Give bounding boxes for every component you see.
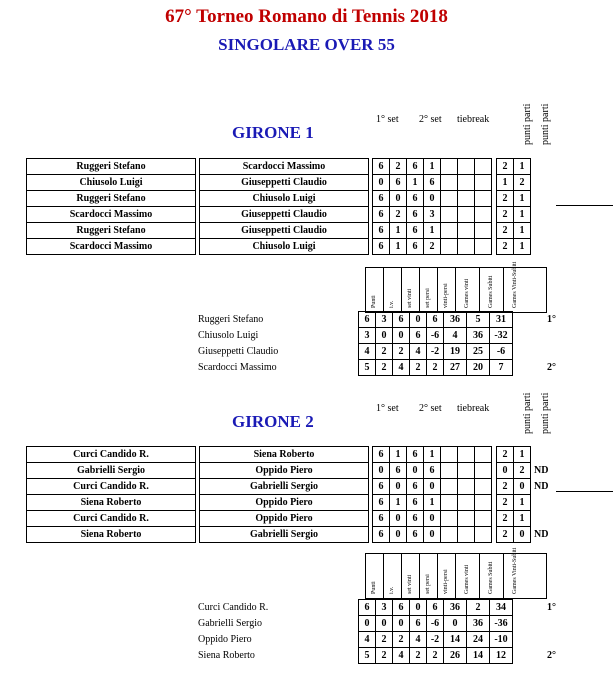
note-cell (531, 239, 535, 255)
score-cell: 2 (424, 239, 441, 255)
score-cell (475, 175, 492, 191)
score-cell: 3 (424, 207, 441, 223)
points-cell: 2 (497, 511, 514, 527)
player1-name: Scardocci Massimo (27, 207, 196, 223)
ranking-header-label: Games Vinti-Subiti (512, 547, 518, 594)
ranking-player-name: Giuseppetti Claudio (198, 346, 279, 357)
ranking-value: 12 (490, 648, 513, 664)
score-cell: 6 (373, 511, 390, 527)
ranking-value: 36 (467, 616, 490, 632)
score-cell: 6 (373, 527, 390, 543)
score-cell (441, 159, 458, 175)
player1-name: Ruggeri Stefano (27, 223, 196, 239)
ranking-value: -6 (490, 344, 513, 360)
player1-name: Scardocci Massimo (27, 239, 196, 255)
ranking-value: 34 (490, 600, 513, 616)
score-cell (441, 511, 458, 527)
score-cell: 6 (390, 463, 407, 479)
score-cell: 2 (390, 207, 407, 223)
ranking-header-divider (479, 554, 480, 598)
score-cell: 0 (373, 463, 390, 479)
ranking-value: 2 (376, 648, 393, 664)
score-cell (475, 239, 492, 255)
ranking-value: 0 (393, 616, 410, 632)
score-cell: 1 (390, 447, 407, 463)
ranking-value: 4 (359, 344, 376, 360)
header2-punti1: punti parti (522, 392, 533, 434)
score-cell: 0 (407, 463, 424, 479)
ranking-value: 0 (410, 312, 427, 328)
score-cell (441, 447, 458, 463)
points-cell: 2 (497, 191, 514, 207)
ranking-row (196, 648, 556, 664)
ranking-value: 0 (376, 328, 393, 344)
score-cell: 6 (407, 191, 424, 207)
score-cell (458, 239, 475, 255)
points-cell: 1 (514, 207, 531, 223)
score-cell: 6 (390, 175, 407, 191)
score-cell: 6 (373, 495, 390, 511)
ranking-value: 20 (467, 360, 490, 376)
ranking-player-name: Siena Roberto (198, 650, 255, 661)
note-cell (531, 191, 535, 207)
points-cell: 2 (497, 207, 514, 223)
player2-name: Oppido Piero (200, 511, 369, 527)
score-cell: 6 (407, 479, 424, 495)
ranking-value: -6 (427, 328, 444, 344)
score-cell: 6 (407, 159, 424, 175)
score-cell (458, 191, 475, 207)
ranking-header-divider (419, 268, 420, 312)
header-punti2: punti parti (540, 103, 551, 145)
ranking-value: 6 (393, 600, 410, 616)
ranking-value: 3 (359, 328, 376, 344)
girone1-ranking-table (196, 311, 556, 376)
score-cell: 1 (407, 175, 424, 191)
score-cell (458, 479, 475, 495)
ranking-value: 2 (410, 648, 427, 664)
ranking-header-label: set persi (425, 288, 431, 308)
ranking-value: 14 (467, 648, 490, 664)
player1-name: Ruggeri Stefano (27, 159, 196, 175)
score-cell (458, 511, 475, 527)
ranking-position: 1° (547, 314, 556, 325)
points-cell: 2 (497, 223, 514, 239)
score-cell: 6 (407, 223, 424, 239)
ranking-value: 4 (444, 328, 467, 344)
points-cell: 1 (514, 511, 531, 527)
player2-name: Giuseppetti Claudio (200, 223, 369, 239)
points-cell: 2 (514, 175, 531, 191)
score-cell (441, 463, 458, 479)
score-cell: 1 (424, 223, 441, 239)
match-row (27, 527, 549, 543)
ranking-value: -2 (427, 344, 444, 360)
player1-name: Ruggeri Stefano (27, 191, 196, 207)
ranking-header-divider (503, 268, 504, 312)
ranking-header-divider (401, 268, 402, 312)
ranking-value: 6 (359, 600, 376, 616)
ranking-header-label: Games Subiti (488, 561, 494, 594)
header-punti1: punti parti (522, 103, 533, 145)
points-cell: 2 (497, 239, 514, 255)
ranking-header-label: i.v. (389, 300, 395, 308)
ranking-value: 7 (490, 360, 513, 376)
points-cell: 2 (497, 479, 514, 495)
ranking-player-name: Scardocci Massimo (198, 362, 277, 373)
girone2-ranking-header (365, 547, 547, 599)
ranking-header-label: vinti-persi (443, 283, 449, 308)
score-cell (475, 159, 492, 175)
score-cell (475, 447, 492, 463)
ranking-value: 6 (410, 328, 427, 344)
note-cell: ND (534, 481, 549, 492)
ranking-position (513, 616, 557, 632)
score-cell (441, 495, 458, 511)
ranking-header-divider (503, 554, 504, 598)
ranking-value: 36 (444, 312, 467, 328)
header2-tiebreak: tiebreak (457, 403, 490, 414)
score-cell: 0 (424, 511, 441, 527)
player2-name: Giuseppetti Claudio (200, 207, 369, 223)
ranking-row (196, 360, 556, 376)
ranking-value: 36 (444, 600, 467, 616)
ranking-value: 36 (467, 328, 490, 344)
note-cell: ND (534, 529, 549, 540)
girone1-label: GIRONE 1 (232, 123, 314, 142)
score-cell: 0 (390, 527, 407, 543)
girone2-ranking-table (196, 599, 556, 664)
score-cell: 6 (373, 479, 390, 495)
score-cell: 6 (373, 207, 390, 223)
score-cell: 6 (373, 223, 390, 239)
score-cell: 6 (407, 239, 424, 255)
note-cell (531, 223, 535, 239)
ranking-header-divider (455, 554, 456, 598)
points-cell: 2 (514, 463, 531, 479)
player1-name: Curci Candido R. (27, 511, 196, 527)
score-cell: 0 (424, 479, 441, 495)
score-cell (441, 191, 458, 207)
divider-line (556, 491, 613, 492)
player1-name: Siena Roberto (27, 527, 196, 543)
ranking-value: 3 (376, 600, 393, 616)
match-row (27, 191, 535, 207)
ranking-value: 2 (376, 632, 393, 648)
score-cell (441, 223, 458, 239)
ranking-value: 4 (393, 360, 410, 376)
ranking-position (513, 632, 557, 648)
ranking-header-divider (401, 554, 402, 598)
score-cell (475, 479, 492, 495)
note-cell (531, 207, 535, 223)
ranking-value: -6 (427, 616, 444, 632)
ranking-header-divider (437, 554, 438, 598)
ranking-value: 2 (393, 344, 410, 360)
score-cell: 0 (424, 527, 441, 543)
ranking-row (196, 328, 556, 344)
match-row (27, 495, 549, 511)
match-row (27, 175, 535, 191)
points-cell: 2 (497, 495, 514, 511)
score-cell (458, 527, 475, 543)
score-cell: 6 (373, 239, 390, 255)
player2-name: Oppido Piero (200, 463, 369, 479)
points-cell: 2 (497, 159, 514, 175)
note-cell (531, 159, 535, 175)
score-cell: 6 (373, 159, 390, 175)
ranking-value: 25 (467, 344, 490, 360)
score-cell (475, 495, 492, 511)
ranking-player-name: Oppido Piero (198, 634, 252, 645)
score-cell: 1 (424, 159, 441, 175)
ranking-value: 14 (444, 632, 467, 648)
ranking-value: 6 (359, 312, 376, 328)
score-cell (458, 447, 475, 463)
header2-set1: 1° set (376, 403, 399, 414)
ranking-value: 4 (410, 632, 427, 648)
ranking-value: 5 (467, 312, 490, 328)
ranking-value: -2 (427, 632, 444, 648)
ranking-value: 26 (444, 648, 467, 664)
score-cell: 6 (407, 511, 424, 527)
score-cell (458, 159, 475, 175)
ranking-value: 5 (359, 648, 376, 664)
ranking-value: 6 (427, 600, 444, 616)
points-cell: 2 (497, 527, 514, 543)
score-cell (475, 223, 492, 239)
player2-name: Giuseppetti Claudio (200, 175, 369, 191)
points-cell: 1 (514, 159, 531, 175)
girone1-ranking-header (365, 261, 547, 313)
player2-name: Siena Roberto (200, 447, 369, 463)
score-cell (441, 175, 458, 191)
ranking-header-label: set persi (425, 574, 431, 594)
points-cell: 1 (514, 495, 531, 511)
score-cell: 6 (373, 447, 390, 463)
score-cell: 0 (373, 175, 390, 191)
score-cell (441, 527, 458, 543)
match-row (27, 511, 549, 527)
score-cell (475, 511, 492, 527)
score-cell: 1 (424, 495, 441, 511)
note-cell (531, 511, 549, 527)
ranking-player-name: Gabrielli Sergio (198, 618, 262, 629)
score-cell (458, 463, 475, 479)
ranking-header-divider (419, 554, 420, 598)
points-cell: 1 (497, 175, 514, 191)
ranking-value: 6 (393, 312, 410, 328)
score-cell (458, 207, 475, 223)
score-cell: 6 (424, 175, 441, 191)
points-cell: 2 (497, 447, 514, 463)
girone1-matches-table (26, 158, 535, 255)
note-cell (531, 175, 535, 191)
points-cell: 1 (514, 447, 531, 463)
ranking-value: 5 (359, 360, 376, 376)
ranking-value: 2 (427, 360, 444, 376)
ranking-header-divider (437, 268, 438, 312)
score-cell: 1 (390, 495, 407, 511)
score-cell: 6 (407, 495, 424, 511)
ranking-value: 2 (393, 632, 410, 648)
ranking-value: -10 (490, 632, 513, 648)
player2-name: Chiusolo Luigi (200, 239, 369, 255)
score-cell (441, 207, 458, 223)
ranking-header-label: vinti-persi (443, 569, 449, 594)
match-row (27, 479, 549, 495)
ranking-header-divider (383, 554, 384, 598)
ranking-header-label: set vinti (407, 574, 413, 594)
score-cell: 1 (390, 223, 407, 239)
score-cell: 0 (390, 191, 407, 207)
header2-set2: 2° set (419, 403, 442, 414)
ranking-value: 2 (467, 600, 490, 616)
ranking-row (196, 632, 556, 648)
score-cell: 1 (424, 447, 441, 463)
score-cell: 6 (407, 447, 424, 463)
ranking-value: 2 (410, 360, 427, 376)
ranking-value: 2 (376, 344, 393, 360)
ranking-value: 4 (393, 648, 410, 664)
player2-name: Scardocci Massimo (200, 159, 369, 175)
ranking-header-label: Punti (371, 581, 377, 594)
player1-name: Gabrielli Sergio (27, 463, 196, 479)
ranking-position: 2° (547, 650, 556, 661)
score-cell: 0 (390, 511, 407, 527)
player2-name: Chiusolo Luigi (200, 191, 369, 207)
ranking-player-name: Curci Candido R. (198, 602, 269, 613)
points-cell: 0 (514, 527, 531, 543)
ranking-value: 6 (410, 616, 427, 632)
points-cell: 1 (514, 223, 531, 239)
ranking-value: 19 (444, 344, 467, 360)
ranking-value: 24 (467, 632, 490, 648)
ranking-header-label: i.v. (389, 586, 395, 594)
ranking-value: 0 (410, 600, 427, 616)
ranking-header-divider (479, 268, 480, 312)
player2-name: Gabrielli Sergio (200, 479, 369, 495)
score-cell: 0 (390, 479, 407, 495)
ranking-value: 0 (393, 328, 410, 344)
ranking-value: 31 (490, 312, 513, 328)
ranking-position (513, 328, 557, 344)
ranking-header-label: Games vinti (464, 564, 470, 594)
score-cell (475, 191, 492, 207)
player2-name: Oppido Piero (200, 495, 369, 511)
ranking-value: -36 (490, 616, 513, 632)
score-cell (475, 527, 492, 543)
points-cell: 0 (497, 463, 514, 479)
ranking-header-label: Games Vinti-Subiti (512, 261, 518, 308)
ranking-player-name: Ruggeri Stefano (198, 314, 264, 325)
ranking-value: 0 (376, 616, 393, 632)
match-row (27, 447, 549, 463)
ranking-row (196, 312, 556, 328)
score-cell: 1 (390, 239, 407, 255)
match-row (27, 239, 535, 255)
ranking-header-divider (455, 268, 456, 312)
page-subtitle: SINGOLARE OVER 55 (218, 35, 395, 54)
score-cell: 6 (407, 207, 424, 223)
header-tiebreak: tiebreak (457, 114, 490, 125)
header-set2: 2° set (419, 114, 442, 125)
ranking-position: 2° (547, 362, 556, 373)
score-cell (475, 463, 492, 479)
score-cell (441, 239, 458, 255)
ranking-value: -32 (490, 328, 513, 344)
ranking-value: 4 (359, 632, 376, 648)
match-row (27, 463, 549, 479)
score-cell: 6 (424, 463, 441, 479)
match-row (27, 223, 535, 239)
player1-name: Siena Roberto (27, 495, 196, 511)
ranking-value: 27 (444, 360, 467, 376)
ranking-position: 1° (547, 602, 556, 613)
player2-name: Gabrielli Sergio (200, 527, 369, 543)
ranking-header-label: Games vinti (464, 278, 470, 308)
score-cell (475, 207, 492, 223)
header2-punti2: punti parti (540, 392, 551, 434)
match-row (27, 159, 535, 175)
ranking-value: 0 (359, 616, 376, 632)
girone2-label: GIRONE 2 (232, 412, 314, 431)
ranking-value: 2 (427, 648, 444, 664)
ranking-value: 6 (427, 312, 444, 328)
match-row (27, 207, 535, 223)
ranking-value: 0 (444, 616, 467, 632)
ranking-header-label: Games Subiti (488, 275, 494, 308)
score-cell: 6 (373, 191, 390, 207)
points-cell: 0 (514, 479, 531, 495)
score-cell: 2 (390, 159, 407, 175)
divider-line (556, 205, 613, 206)
ranking-header-divider (383, 268, 384, 312)
score-cell (458, 223, 475, 239)
ranking-player-name: Chiusolo Luigi (198, 330, 259, 341)
player1-name: Curci Candido R. (27, 479, 196, 495)
ranking-row (196, 600, 556, 616)
score-cell: 0 (424, 191, 441, 207)
header-set1: 1° set (376, 114, 399, 125)
player1-name: Curci Candido R. (27, 447, 196, 463)
ranking-header-label: Punti (371, 295, 377, 308)
score-cell (458, 495, 475, 511)
girone2-matches-table (26, 446, 549, 543)
score-cell: 6 (407, 527, 424, 543)
ranking-value: 3 (376, 312, 393, 328)
ranking-value: 2 (376, 360, 393, 376)
ranking-row (196, 344, 556, 360)
points-cell: 1 (514, 239, 531, 255)
ranking-position (513, 344, 557, 360)
player1-name: Chiusolo Luigi (27, 175, 196, 191)
score-cell (441, 479, 458, 495)
ranking-value: 4 (410, 344, 427, 360)
points-cell: 1 (514, 191, 531, 207)
page-title: 67° Torneo Romano di Tennis 2018 (165, 6, 448, 27)
note-cell (531, 447, 549, 463)
ranking-row (196, 616, 556, 632)
score-cell (458, 175, 475, 191)
note-cell: ND (534, 465, 549, 476)
ranking-header-label: set vinti (407, 288, 413, 308)
note-cell (531, 495, 549, 511)
